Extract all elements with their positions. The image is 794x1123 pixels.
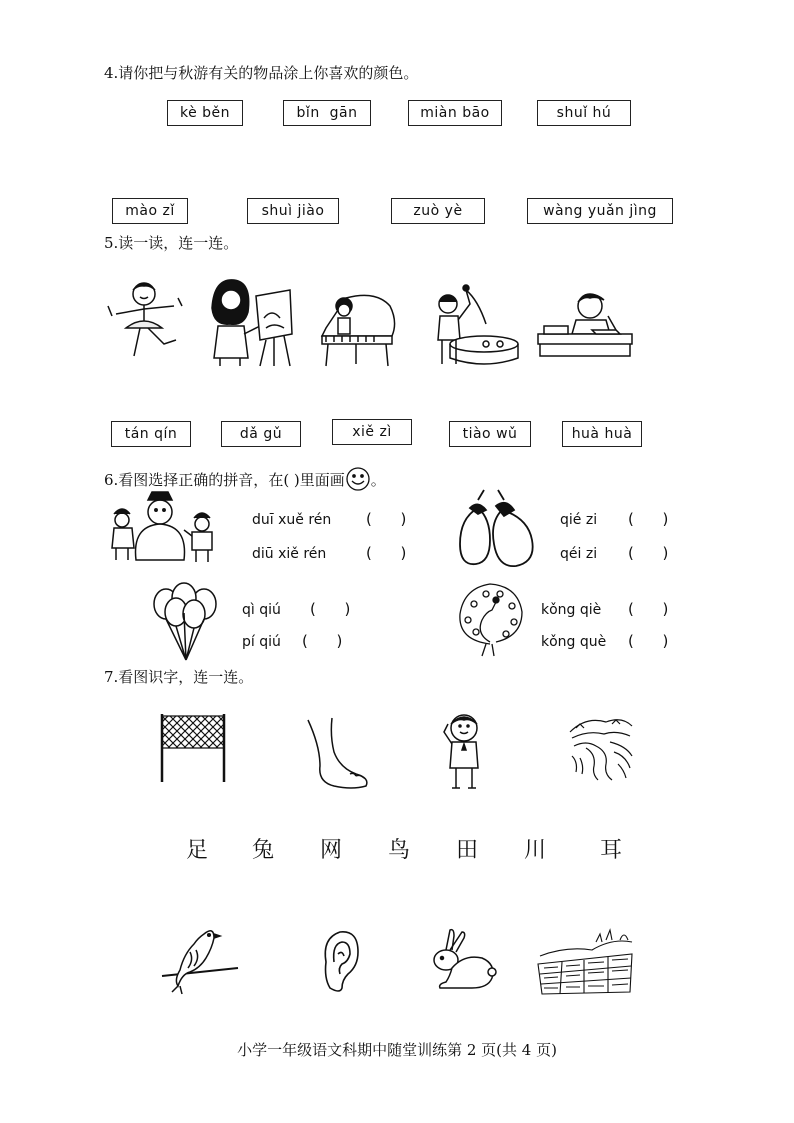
painting-girl-picture[interactable] <box>204 278 296 370</box>
character-tu[interactable]: 兔 <box>252 838 275 863</box>
river-picture[interactable] <box>566 712 636 782</box>
eggplant-picture[interactable] <box>456 488 538 570</box>
q4-pinyin-box[interactable]: shuì jiào <box>247 198 339 224</box>
writing-boy-picture[interactable] <box>536 286 634 370</box>
q6-option: duī xuě rén <box>252 512 332 528</box>
character-wang[interactable]: 网 <box>320 838 343 863</box>
answer-parentheses[interactable]: ( ) <box>310 600 351 618</box>
dancing-girl-picture[interactable] <box>104 276 186 368</box>
q4-pinyin-box[interactable]: mào zǐ <box>112 198 188 224</box>
q6-option: pí qiú <box>242 634 281 650</box>
rabbit-picture[interactable] <box>420 928 498 992</box>
net-picture[interactable] <box>158 710 228 784</box>
character-niao[interactable]: 鸟 <box>388 838 411 863</box>
character-er[interactable]: 耳 <box>600 838 623 863</box>
q4-pinyin-box[interactable]: kè běn <box>167 100 243 126</box>
ear-picture[interactable] <box>318 928 362 994</box>
q5-pinyin-box[interactable]: xiě zì <box>332 419 412 445</box>
q6-option: kǒng qiè <box>541 602 602 618</box>
snowman-picture[interactable] <box>106 490 216 566</box>
answer-parentheses[interactable]: ( ) <box>366 510 407 528</box>
answer-parentheses[interactable]: ( ) <box>628 544 669 562</box>
q4-title: 4.请你把与秋游有关的物品涂上你喜欢的颜色。 <box>104 64 419 82</box>
smiley-icon <box>345 466 371 492</box>
q4-pinyin-box[interactable]: wàng yuǎn jìng <box>527 198 673 224</box>
q6-option: qéi zi <box>560 546 598 562</box>
character-chuan[interactable]: 川 <box>524 838 547 863</box>
q5-title: 5.读一读，连一连。 <box>104 234 239 252</box>
q4-pinyin-box[interactable]: shuǐ hú <box>537 100 631 126</box>
q5-pinyin-box[interactable]: dǎ gǔ <box>221 421 301 447</box>
q7-title: 7.看图识字，连一连。 <box>104 668 254 686</box>
q4-pinyin-box[interactable]: bǐn gān <box>283 100 371 126</box>
q6-option: qié zi <box>560 512 598 528</box>
answer-parentheses[interactable]: ( ) <box>628 600 669 618</box>
q5-pinyin-box[interactable]: tiào wǔ <box>449 421 531 447</box>
q6-title <box>104 466 386 492</box>
piano-child-picture[interactable] <box>316 292 398 368</box>
q6-option: qì qiú <box>242 602 281 618</box>
q6-title-text: 6.看图选择正确的拼音，在( )里面画 <box>104 471 345 489</box>
q4-pinyin-box[interactable]: zuò yè <box>391 198 485 224</box>
balloons-picture[interactable] <box>150 580 220 664</box>
peacock-picture[interactable] <box>456 580 526 660</box>
page-footer: 小学一年级语文科期中随堂训练第 2 页(共 4 页) <box>237 1041 557 1059</box>
q4-pinyin-box[interactable]: miàn bāo <box>408 100 502 126</box>
answer-parentheses[interactable]: ( ) <box>628 632 669 650</box>
q6-option: kǒng què <box>541 634 607 650</box>
field-picture[interactable] <box>536 920 634 996</box>
character-zu[interactable]: 足 <box>186 838 209 863</box>
boy-ear-picture[interactable] <box>438 708 486 792</box>
answer-parentheses[interactable]: ( ) <box>366 544 407 562</box>
q5-pinyin-box[interactable]: huà huà <box>562 421 642 447</box>
foot-picture[interactable] <box>300 716 370 792</box>
q5-pinyin-box[interactable]: tán qín <box>111 421 191 447</box>
answer-parentheses[interactable]: ( ) <box>302 632 343 650</box>
bird-picture[interactable] <box>160 924 240 994</box>
drum-boy-picture[interactable] <box>430 284 524 368</box>
character-tian[interactable]: 田 <box>456 838 479 863</box>
q6-title-end: 。 <box>370 471 386 489</box>
q6-option: diū xiě rén <box>252 546 327 562</box>
answer-parentheses[interactable]: ( ) <box>628 510 669 528</box>
